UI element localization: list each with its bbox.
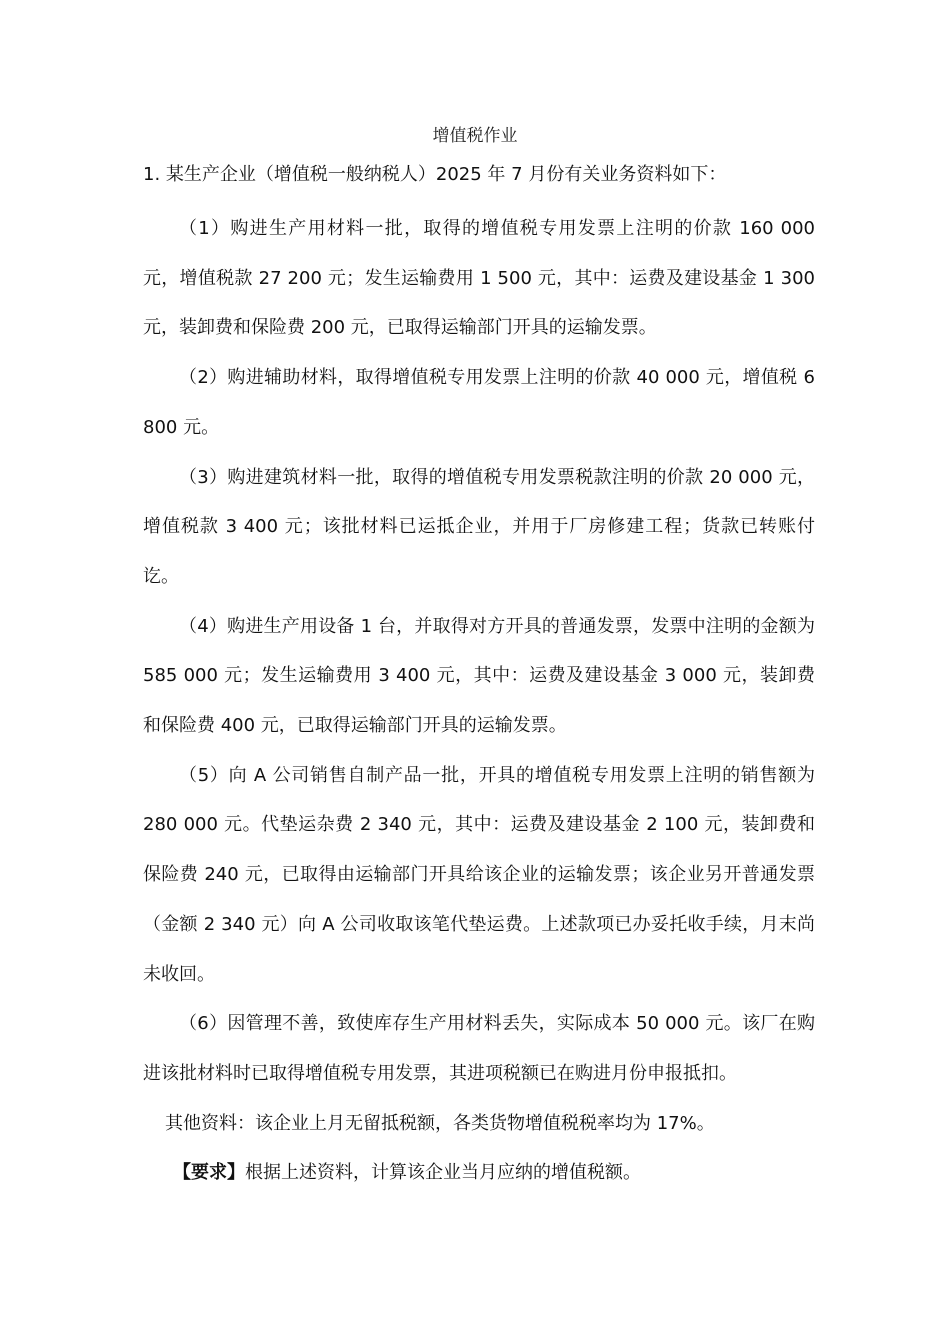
item-3: （3）购进建筑材料一批，取得的增值税专用发票税款注明的价款 20 000 元，增值税款 3 400 元；该批材料已运抵企业，并用于厂房修建工程；货款已转账付讫。 — [143, 466, 815, 587]
question-intro: 1. 某生产企业（增值税一般纳税人）2025 年 7 月份有关业务资料如下： — [143, 164, 727, 185]
document-body — [143, 160, 815, 1198]
item-5: （5）向 A 公司销售自制产品一批，开具的增值税专用发票上注明的销售额为 280 000 元。代垫运杂费 2 340 元，其中：运费及建设基金 2 100 元，装卸费和保险费 240 元，已取得由运输部门开具给该企业的运输发票；该企业另开普通发票（金额 2 340 元）向 A 公司收取该笔代垫运费。上述款项已办妥托收手续，月末尚未收回。 — [143, 764, 815, 985]
requirement-text: 根据上述资料，计算该企业当月应纳的增值税额。 — [245, 1162, 641, 1184]
item-2: （2）购进辅助材料，取得增值税专用发票上注明的价款 40 000 元，增值税 6 800 元。 — [143, 367, 815, 438]
item-1: （1）购进生产用材料一批，取得的增值税专用发票上注明的价款 160 000 元，增值税款 27 200 元；发生运输费用 1 500 元，其中：运费及建设基金 1 300 元，装卸费和保险费 200 元，已取得运输部门开具的运输发票。 — [143, 218, 815, 339]
requirement — [143, 1148, 815, 1198]
other-info: 其他资料：该企业上月无留抵税额，各类货物增值税税率均为 17%。 — [165, 1112, 715, 1134]
item-6: （6）因管理不善，致使库存生产用材料丢失，实际成本 50 000 元。该厂在购进该批材料时已取得增值税专用发票，其进项税额已在购进月份申报抵扣。 — [143, 1013, 815, 1084]
document-title: 增值税作业 — [432, 126, 518, 146]
item-4: （4）购进生产用设备 1 台，并取得对方开具的普通发票，发票中注明的金额为 585 000 元；发生运输费用 3 400 元，其中：运费及建设基金 3 000 元，装卸费和保险费 400 元，已取得运输部门开具的运输发票。 — [143, 615, 815, 737]
requirement-label: 【要求】 — [173, 1162, 245, 1184]
